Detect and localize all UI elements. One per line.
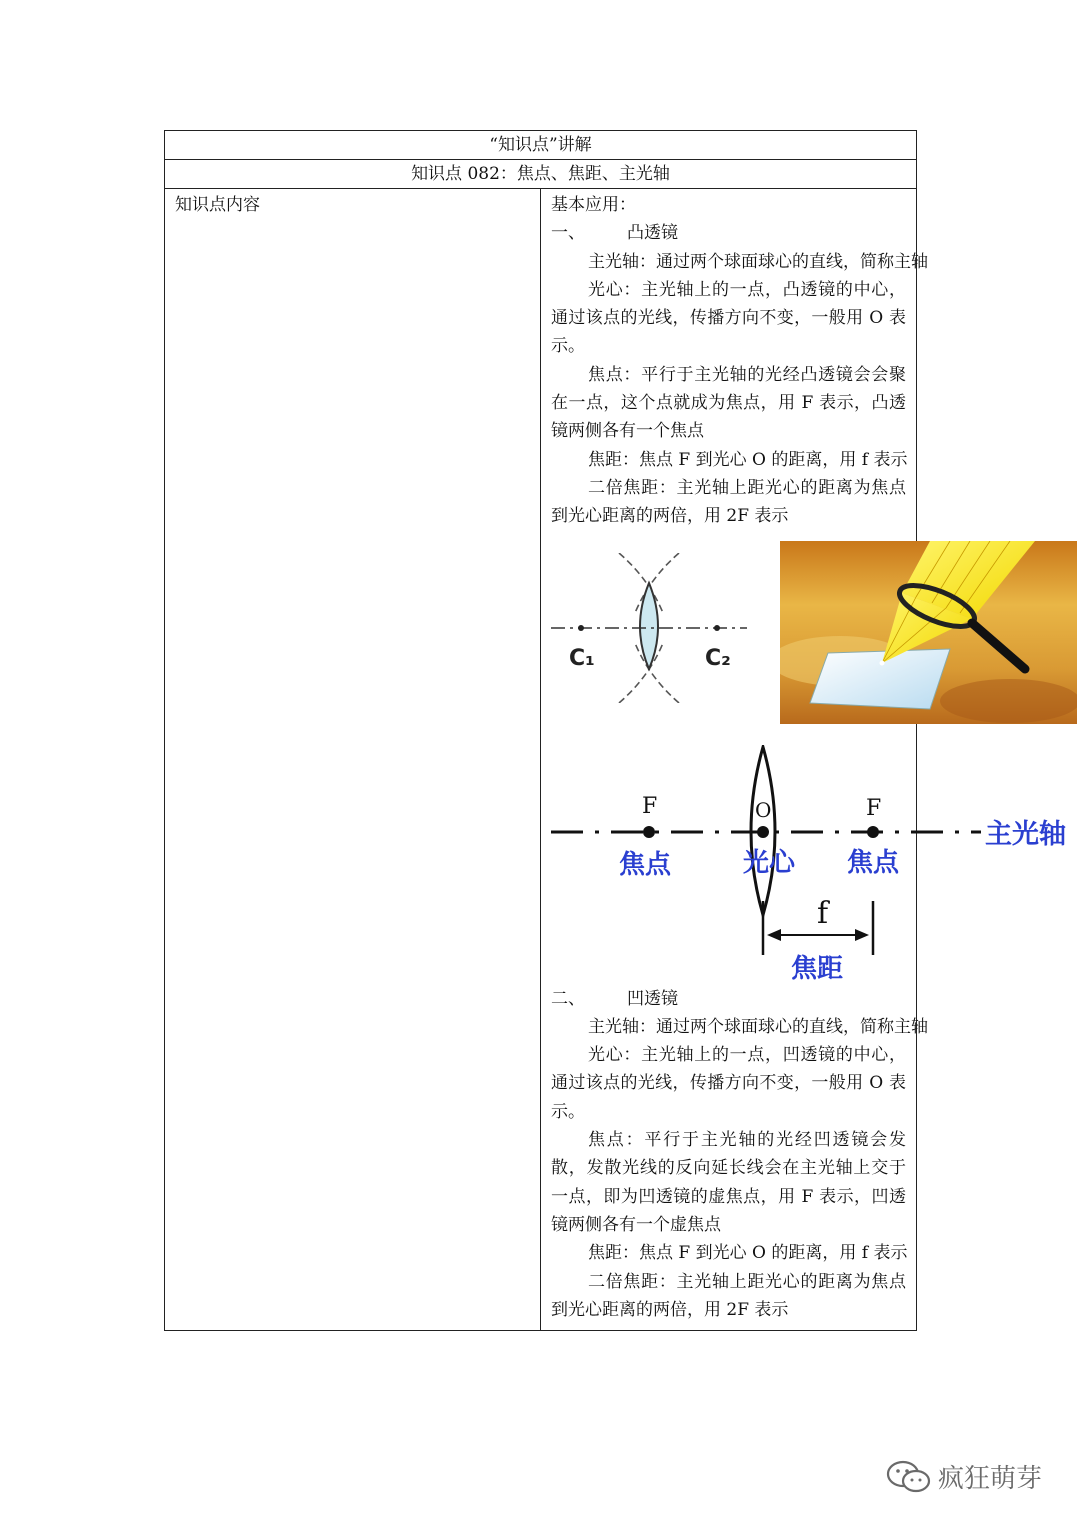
optical-center-point bbox=[757, 826, 769, 838]
chat-bubbles-icon bbox=[886, 1459, 932, 1495]
focal-arrow-left-head bbox=[767, 929, 781, 941]
focal-length-diagram bbox=[551, 745, 1080, 985]
convex-main-axis-text: 主光轴：通过两个球面球心的直线，简称主轴 bbox=[588, 251, 928, 272]
convex-optical-center-text: 光心：主光轴上的一点，凸透镜的中心，通过该点的光线，传播方向不变，一般用 O 表示。 bbox=[551, 279, 906, 357]
label-focus-left: 焦点 bbox=[619, 849, 672, 880]
label-c2: C₂ bbox=[705, 645, 731, 671]
figure-row bbox=[551, 531, 906, 741]
center-point-c2 bbox=[714, 625, 720, 631]
concave-main-axis-text: 主光轴：通过两个球面球心的直线，简称主轴 bbox=[588, 1016, 928, 1037]
focal-arrow-right-head bbox=[855, 929, 869, 941]
convex-section-number: 一、 bbox=[551, 223, 585, 244]
convex-section-heading: 凸透镜 bbox=[627, 223, 678, 244]
content-cell bbox=[541, 189, 1066, 1331]
convex-focal-length-text: 焦距：焦点 F 到光心 O 的距离，用 f 表示 bbox=[588, 449, 908, 470]
left-sphere-arc-bottom bbox=[619, 643, 663, 703]
focus-spot bbox=[880, 660, 885, 665]
concave-focus-text: 焦点：平行于主光轴的光经凹透镜会发散，发散光线的反向延长线会在主光轴上交于一点，即为凹透镜的虚焦点，用 F 表示，凹透镜两侧各有一个虚焦点 bbox=[551, 1130, 906, 1235]
table-subtitle-row bbox=[165, 160, 917, 189]
magnifier-photo bbox=[780, 541, 1077, 724]
watermark-text: 疯狂萌芽 bbox=[938, 1464, 1043, 1494]
label-c1: C₁ bbox=[569, 645, 595, 671]
concave-section-title bbox=[551, 985, 906, 1013]
concave-section-number: 二、 bbox=[551, 988, 585, 1009]
content-row bbox=[165, 189, 917, 1331]
label-f-small: f bbox=[817, 895, 829, 931]
focal-point-right bbox=[867, 826, 879, 838]
lens-centers-diagram bbox=[551, 553, 747, 703]
row-label: 知识点内容 bbox=[165, 189, 541, 1331]
label-f-left: F bbox=[642, 793, 658, 819]
label-optical-center: 光心 bbox=[743, 847, 796, 878]
label-focal-length: 焦距 bbox=[791, 953, 844, 984]
label-focus-right: 焦点 bbox=[847, 847, 900, 878]
label-principal-axis: 主光轴 bbox=[985, 818, 1066, 850]
center-point-c1 bbox=[578, 625, 584, 631]
convex-section-title bbox=[551, 219, 906, 247]
concave-focal-length-text: 焦距：焦点 F 到光心 O 的距离，用 f 表示 bbox=[588, 1243, 908, 1264]
paper-sheet bbox=[810, 649, 950, 709]
label-o: O bbox=[755, 797, 772, 822]
table-title: “知识点”讲解 bbox=[165, 131, 917, 160]
table-title-row bbox=[165, 131, 917, 160]
watermark bbox=[886, 1458, 1042, 1495]
concave-optical-center-text: 光心：主光轴上的一点，凹透镜的中心，通过该点的光线，传播方向不变，一般用 O 表示。 bbox=[551, 1045, 906, 1122]
right-sphere-arc-bottom bbox=[635, 643, 679, 703]
concave-double-focal-text: 二倍焦距：主光轴上距光心的距离为焦点到光心距离的两倍，用 2F 表示 bbox=[551, 1271, 906, 1320]
knowledge-table bbox=[164, 130, 1066, 1331]
concave-section-heading: 凹透镜 bbox=[627, 988, 678, 1009]
focal-point-left bbox=[643, 826, 655, 838]
convex-focus-text: 焦点：平行于主光轴的光经凸透镜会会聚在一点，这个点就成为焦点，用 F 表示，凸透镜两侧各有一个焦点 bbox=[551, 364, 906, 442]
table-subtitle: 知识点 082：焦点、焦距、主光轴 bbox=[165, 160, 917, 189]
label-f-right: F bbox=[866, 795, 882, 821]
intro-text: 基本应用： bbox=[551, 195, 636, 215]
convex-double-focal-text: 二倍焦距：主光轴上距光心的距离为焦点到光心距离的两倍，用 2F 表示 bbox=[551, 477, 906, 527]
